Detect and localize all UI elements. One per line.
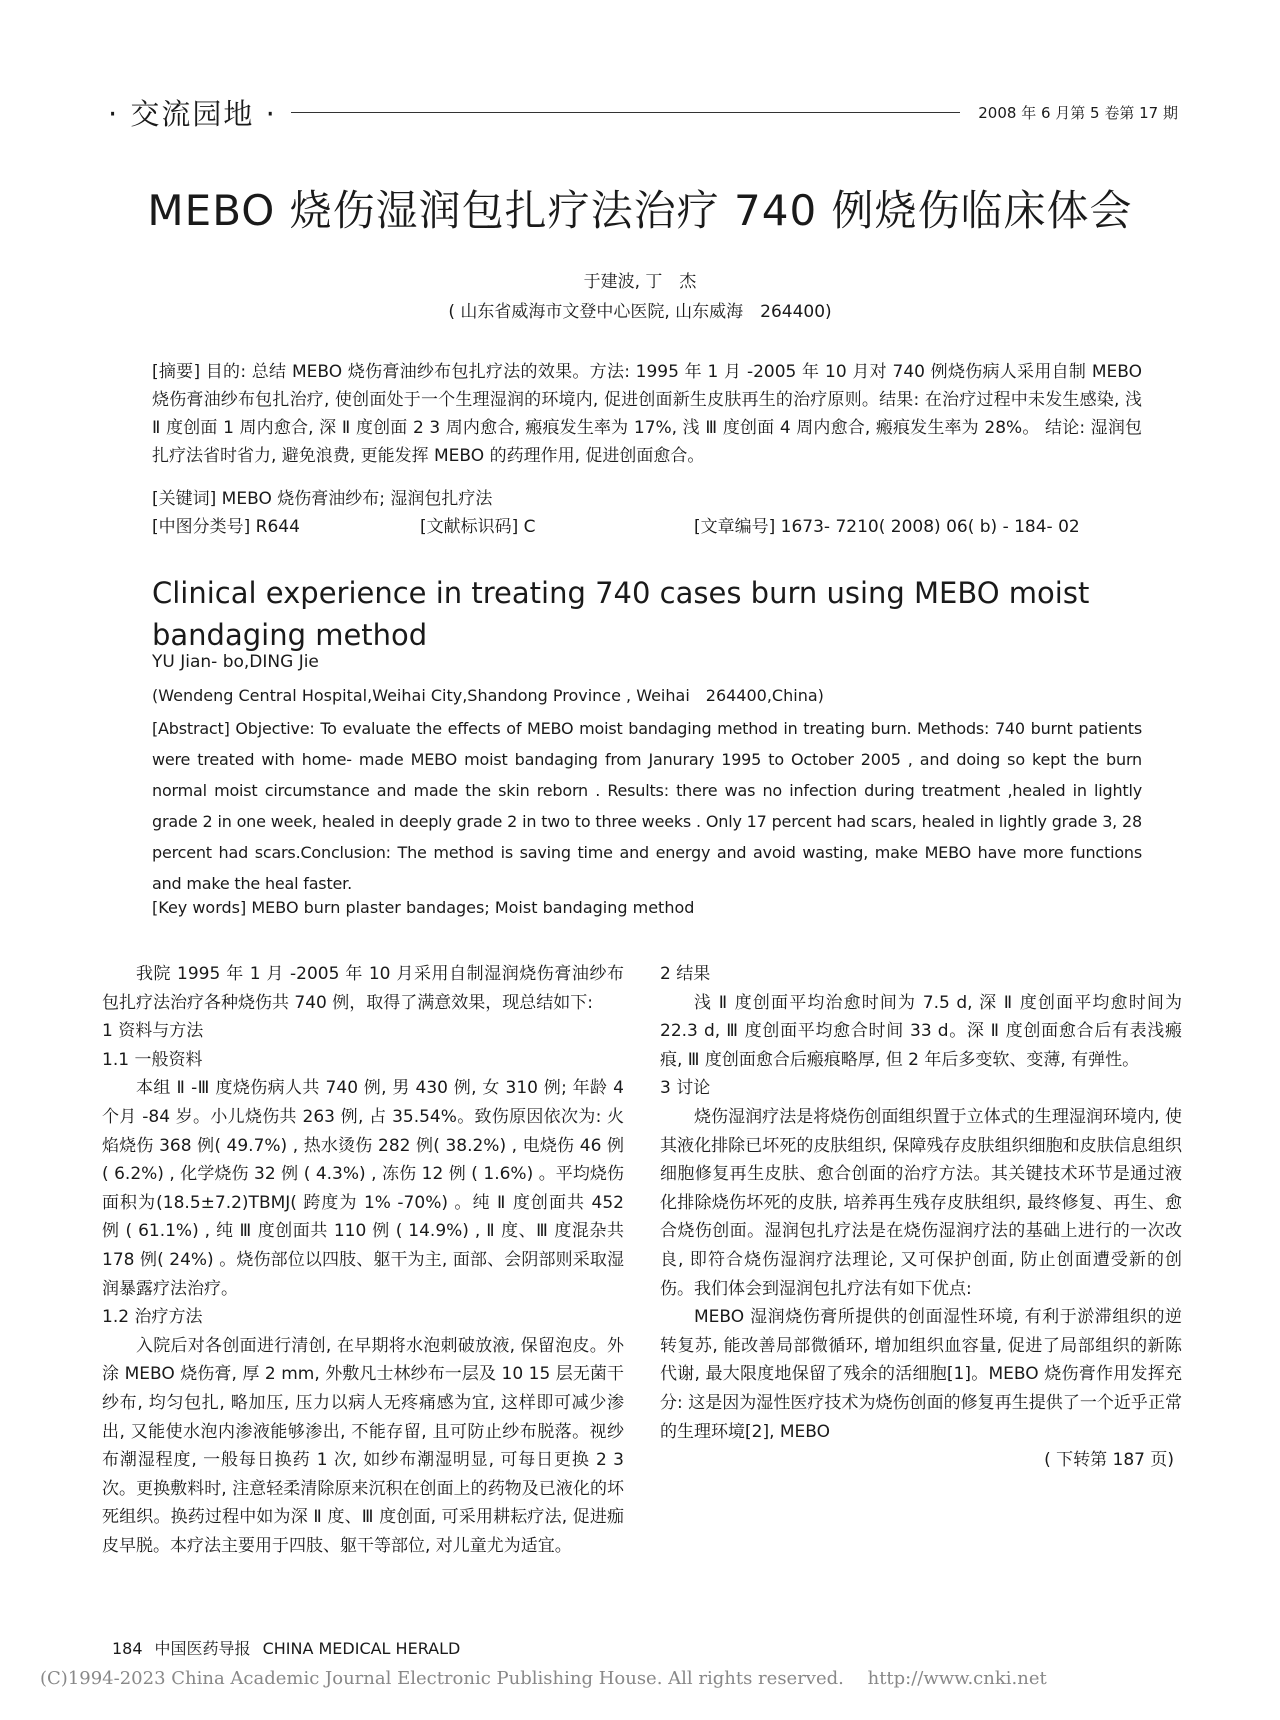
- discussion-paragraph: MEBO 湿润烧伤膏所提供的创面湿性环境, 有利于淤滞组织的逆转复苏, 能改善局部微循环, 增加组织血容量, 促进了局部组织的新陈代谢, 最大限度地保留了残余的活细胞[1]。MEBO 烧伤膏作用发挥充分: 这是因为湿性医疗技术为烧伤创面的修复再生提供了一个近乎正常的生理环境[2], MEBO: [660, 1307, 1182, 1442]
- english-title: Clinical experience in treating 740 cases burn using MEBO moist bandaging method: [152, 576, 1090, 652]
- journal-name-cn: 中国医药导报: [154, 1639, 251, 1658]
- keywords-cn: [关键词] MEBO 烧伤膏油纱布; 湿润包扎疗法: [152, 489, 493, 509]
- copyright-notice: (C)1994-2023 China Academic Journal Electronic Publishing House. All rights reserved. http://www.cnki.net: [40, 1668, 1047, 1689]
- authors: 于建波, 丁 杰: [583, 272, 697, 292]
- column-name: · 交流园地 ·: [108, 96, 277, 131]
- affiliation: ( 山东省威海市文登中心医院, 山东威海 264400): [448, 302, 832, 322]
- general-data-paragraph: 本组 Ⅱ -Ⅲ 度烧伤病人共 740 例, 男 430 例, 女 310 例; 年龄 4 个月 -84 岁。小儿烧伤共 263 例, 占 35.54%。致伤原因依次为: 火焰烧伤 368 例( 49.7%) , 热水烫伤 282 例( 38.2%) , 电烧伤 46 例 ( 6.2%) , 化学烧伤 32 例 ( 4.3%) , 冻伤 12 例 ( 1.6%) 。平均烧伤面积为(18.5±7.2)TBMJ( 跨度为 1% -70%) 。纯 Ⅱ 度创面共 452 例 ( 61.1%) , 纯 Ⅲ 度创面共 110 例 ( 14.9%) , Ⅱ 度、Ⅲ 度混杂共 178 例( 24%) 。烧伤部位以四肢、躯干为主, 面部、会阴部则采取湿润暴露疗法治疗。: [102, 1078, 624, 1299]
- english-affiliation: (Wendeng Central Hospital,Weihai City,Shandong Province , Weihai 264400,China): [152, 686, 824, 705]
- english-authors: YU Jian- bo,DING Jie: [152, 652, 319, 672]
- subsection-heading: 1.2 治疗方法: [102, 1307, 203, 1328]
- discussion-paragraph: 烧伤湿润疗法是将烧伤创面组织置于立体式的生理湿润环境内, 使其液化排除已坏死的皮肤组织, 保障残存皮肤组织细胞和皮肤信息组织细胞修复再生皮肤、愈合创面的治疗方法。其关键技术环节是通过液化排除烧伤坏死的皮肤, 培养再生残存皮肤组织, 最终修复、再生、愈合烧伤创面。湿润包扎疗法是在烧伤湿润疗法的基础上进行的一次改良, 即符合烧伤湿润疗法理论, 又可保护创面, 防止创面遭受新的创伤。我们体会到湿润包扎疗法有如下优点:: [660, 1106, 1182, 1299]
- section-heading: 2 结果: [660, 964, 711, 984]
- subsection-heading: 1.1 一般资料: [102, 1049, 203, 1070]
- issue-info: 2008 年 6 月第 5 卷第 17 期: [978, 103, 1178, 122]
- journal-name-en: CHINA MEDICAL HERALD: [262, 1639, 461, 1658]
- continued-note: ( 下转第 187 页): [1044, 1450, 1174, 1471]
- english-abstract: [Abstract] Objective: To evaluate the effects of MEBO moist bandaging method in treating burn. Methods: 740 burnt patients were treated with home- made MEBO moist bandaging from Janurary 1995 to October 2005 , and doing so kept the burn normal moist circumstance and made the skin reborn . Results: there was no infection during treatment ,healed in lightly grade 2 in one week, healed in deeply grade 2 in two to three weeks . Only 17 percent had scars, healed in lightly grade 3, 28 percent had scars.Conclusion: The method is saving time and energy and avoid wasting, make MEBO have more functions and make the heal faster.: [152, 719, 1142, 893]
- header-rule: [291, 112, 960, 113]
- body-column-right: [660, 960, 1182, 1475]
- article-title: MEBO 烧伤湿润包扎疗法治疗 740 例烧伤临床体会: [147, 186, 1133, 235]
- treatment-paragraph: 入院后对各创面进行清创, 在早期将水泡刺破放液, 保留泡皮。外涂 MEBO 烧伤膏, 厚 2 mm, 外敷凡士林纱布一层及 10 15 层无菌干纱布, 均匀包扎, 略加压, 压力以病人无疼痛感为宜, 这样即可减少渗出, 又能使水泡内渗液能够渗出, 不能存留, 且可防止纱布脱落。视纱布潮湿程度, 一般每日换药 1 次, 如纱布潮湿明显, 可每日更换 2 3 次。更换敷料时, 注意轻柔清除原来沉积在创面上的药物及已液化的坏死组织。换药过程中如为深 Ⅱ 度、Ⅲ 度创面, 可采用耕耘疗法, 促进痂皮早脱。本疗法主要用于四肢、躯干等部位, 对儿童尤为适宜。: [102, 1335, 624, 1556]
- abstract-cn: [摘要] 目的: 总结 MEBO 烧伤膏油纱布包扎疗法的效果。方法: 1995 年 1 月 -2005 年 10 月对 740 例烧伤病人采用自制 MEBO 烧伤膏油纱布包扎治疗, 使创面处于一个生理湿润的环境内, 促进创面新生皮肤再生的治疗原则。结果: 在治疗过程中未发生感染, 浅 Ⅱ 度创面 1 周内愈合, 深 Ⅱ 度创面 2 3 周内愈合, 瘢痕发生率为 17%, 浅 Ⅲ 度创面 4 周内愈合, 瘢痕发生率为 28%。 结论: 湿润包扎疗法省时省力, 避免浪费, 更能发挥 MEBO 的药理作用, 促进创面愈合。: [152, 362, 1142, 466]
- intro-paragraph: 我院 1995 年 1 月 -2005 年 10 月采用自制湿润烧伤膏油纱布包扎疗法治疗各种烧伤共 740 例，取得了满意效果，现总结如下:: [102, 964, 624, 1013]
- article-number: [文章编号] 1673- 7210( 2008) 06( b) - 184- 02: [694, 517, 1080, 537]
- english-keywords: [Key words] MEBO burn plaster bandages; Moist bandaging method: [152, 898, 695, 917]
- running-header: [108, 92, 1178, 132]
- doc-code: [文献标识码] C: [420, 517, 536, 537]
- clc-number: [中图分类号] R644: [152, 517, 300, 537]
- page-number: 184: [112, 1639, 143, 1658]
- page-footer: [112, 1636, 472, 1659]
- results-paragraph: 浅 Ⅱ 度创面平均治愈时间为 7.5 d, 深 Ⅱ 度创面平均愈时间为 22.3 d, Ⅲ 度创面平均愈合时间 33 d。深 Ⅱ 度创面愈合后有表浅瘢痕, Ⅲ 度创面愈合后瘢痕略厚, 但 2 年后多变软、变薄, 有弹性。: [660, 992, 1182, 1070]
- body-column-left: [102, 960, 624, 1560]
- section-heading: 1 资料与方法: [102, 1021, 204, 1042]
- section-heading: 3 讨论: [660, 1078, 711, 1099]
